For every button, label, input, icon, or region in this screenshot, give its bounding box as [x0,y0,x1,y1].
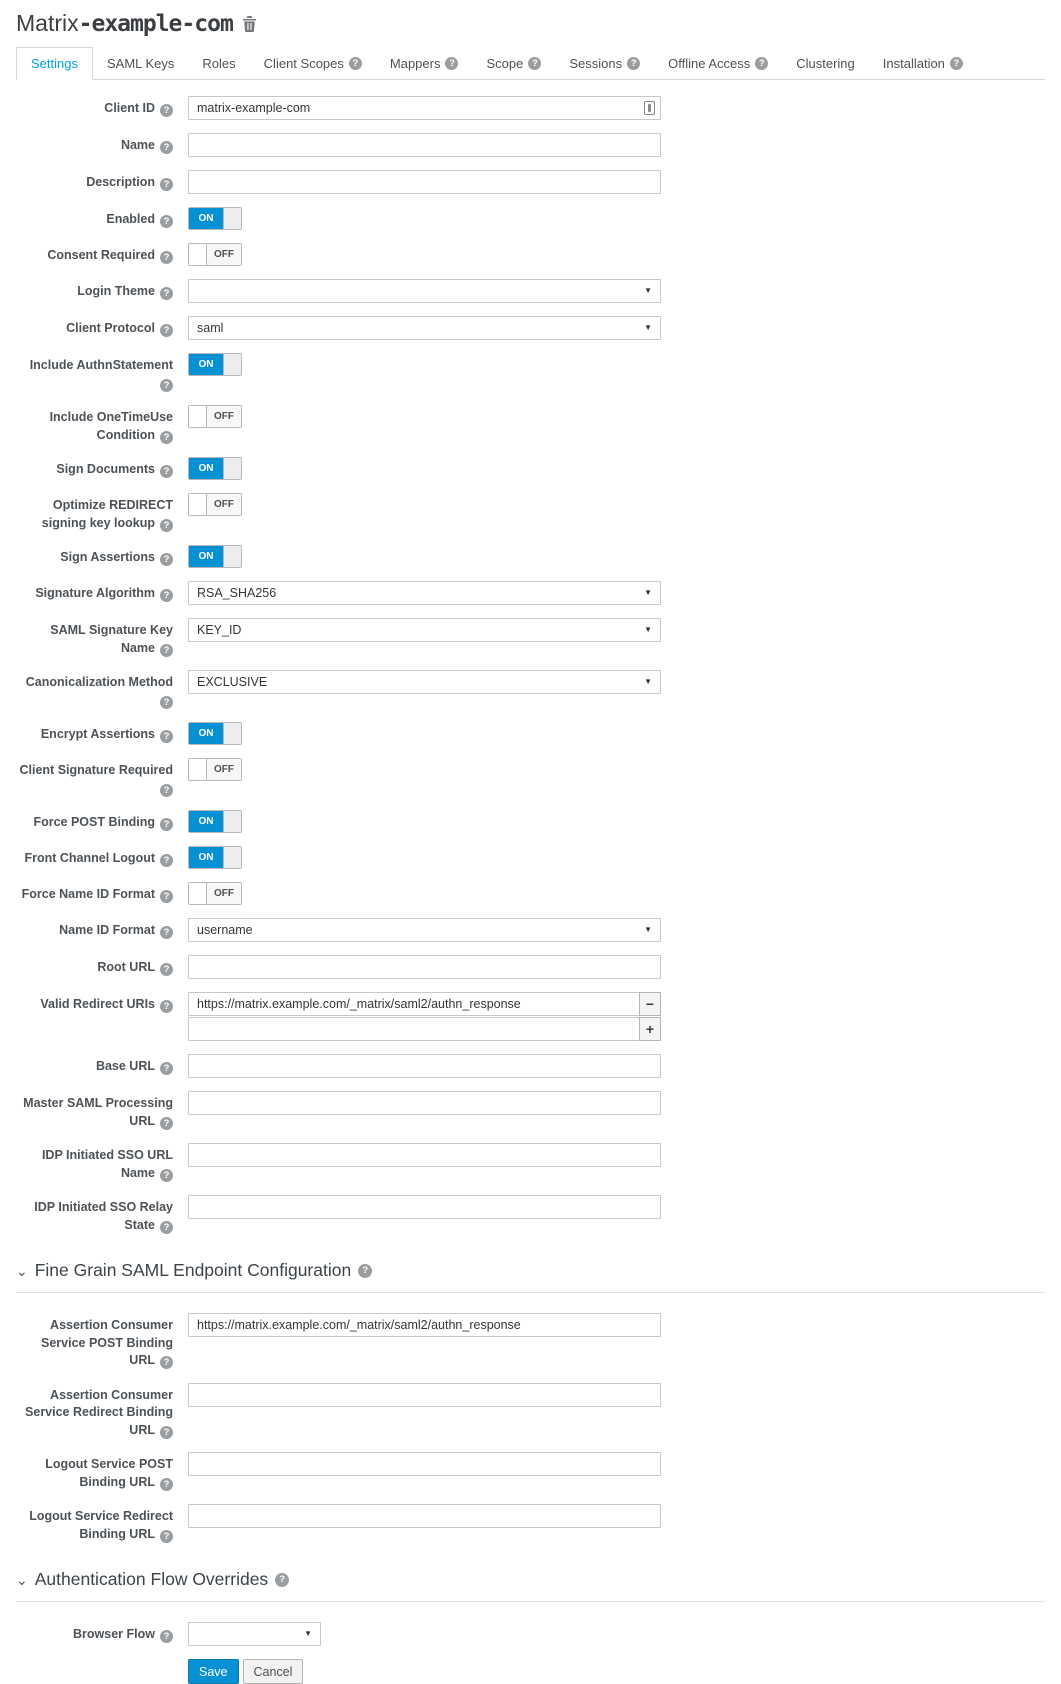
form-row-encrypt-assertions [16,722,1045,745]
force-name-id-format-label: Force Name ID Format ? [16,882,188,905]
master-saml-processing-url-label: Master SAML Processing URL ? [23,1096,173,1129]
client-title-prefix: Matrix [16,10,79,36]
help-icon: ? [160,1000,173,1013]
help-icon: ? [755,57,768,70]
form-row-root-url [16,955,1045,979]
help-icon: ? [358,1264,372,1278]
idp-sso-relay-state-label: IDP Initiated SSO Relay State ? [34,1200,173,1233]
autofill-icon [644,101,655,115]
tab-saml-keys[interactable]: SAML Keys [106,56,175,71]
optimize-redirect-label: Optimize REDIRECT signing key lookup ? [41,498,173,531]
form-row-client-signature-required [16,758,1045,797]
redirect-uri-row [188,1017,661,1041]
save-button[interactable]: Save [188,1659,239,1684]
form-row-master-saml-processing-url [16,1091,1045,1130]
form-row-login-theme [16,279,1045,303]
toggle-knob [223,723,241,744]
description-input[interactable] [188,170,661,194]
canonicalization-method-select[interactable]: EXCLUSIVE ▼ [188,670,661,694]
tab-settings[interactable]: Settings [16,47,93,80]
help-icon: ? [160,1062,173,1075]
help-icon: ? [160,730,173,743]
base-url-input[interactable] [188,1054,661,1078]
acs-post-binding-url-input[interactable] [188,1313,661,1337]
tab-offline-access[interactable]: Offline Access ? [654,48,782,79]
canonicalization-method-label: Canonicalization Method? [25,675,173,708]
name-id-format-select[interactable]: username ▼ [188,918,661,942]
help-icon: ? [160,251,173,264]
form-row-canonicalization-method [16,670,1045,709]
form-row-saml-signature-key-name [16,618,1045,657]
section-title: Authentication Flow Overrides [34,1569,269,1589]
help-icon: ? [160,1478,173,1491]
front-channel-logout-toggle[interactable]: ON [188,846,242,869]
client-protocol-label: Client Protocol ? [16,316,188,340]
acs-post-binding-url-label: Assertion Consumer Service POST Binding URL ? [41,1318,173,1368]
form-row-force-post-binding [16,810,1045,833]
logout-post-binding-url-input[interactable] [188,1452,661,1476]
chevron-down-icon: ▼ [644,925,652,934]
valid-redirect-uris-label: Valid Redirect URIs ? [16,992,188,1041]
browser-flow-label: Browser Flow ? [16,1622,188,1646]
form-row-force-name-id-format [16,882,1045,905]
form-row-enabled [16,207,1045,230]
help-icon: ? [160,696,173,709]
help-icon: ? [160,854,173,867]
help-icon: ? [160,178,173,191]
help-icon: ? [160,1426,173,1439]
form-row-optimize-redirect [16,493,1045,532]
include-onetimeuse-toggle[interactable]: OFF [188,405,242,428]
chevron-down-icon: ▼ [644,625,652,634]
help-icon: ? [160,431,173,444]
logout-redirect-binding-url-input[interactable] [188,1504,661,1528]
enabled-toggle[interactable]: ON [188,207,242,230]
help-icon: ? [528,57,541,70]
tab-scope[interactable]: Scope ? [472,48,555,79]
form-row-idp-sso-url-name [16,1143,1045,1182]
help-icon: ? [160,644,173,657]
help-icon: ? [160,287,173,300]
toggle-knob [223,354,241,375]
name-label: Name ? [16,133,188,157]
section-divider [16,1292,1045,1293]
help-icon: ? [275,1573,289,1587]
sign-assertions-toggle[interactable]: ON [188,545,242,568]
client-id-input[interactable] [188,96,661,120]
chevron-down-icon: ▼ [644,286,652,295]
client-settings-form [16,96,1045,1684]
force-name-id-format-toggle[interactable]: OFF [188,882,242,905]
enabled-label: Enabled ? [16,207,188,230]
signature-algorithm-select[interactable]: RSA_SHA256 ▼ [188,581,661,605]
sign-assertions-label: Sign Assertions ? [16,545,188,568]
signature-algorithm-label: Signature Algorithm ? [16,581,188,605]
include-onetimeuse-label: Include OneTimeUse Condition ? [49,410,173,443]
help-icon: ? [160,215,173,228]
tab-installation[interactable]: Installation ? [869,48,977,79]
form-row-logout-redirect-binding-url [16,1504,1045,1543]
chevron-down-icon: ⌄ [16,1262,28,1279]
root-url-input[interactable] [188,955,661,979]
chevron-down-icon: ▼ [644,677,652,686]
saml-signature-key-name-label: SAML Signature Key Name ? [50,623,173,656]
help-icon: ? [160,1356,173,1369]
form-row-base-url [16,1054,1045,1078]
form-row-idp-sso-relay-state [16,1195,1045,1234]
include-authnstatement-toggle[interactable]: ON [188,353,242,376]
force-post-binding-toggle[interactable]: ON [188,810,242,833]
help-icon: ? [160,553,173,566]
front-channel-logout-label: Front Channel Logout ? [16,846,188,869]
help-icon: ? [160,890,173,903]
toggle-knob [189,883,207,904]
idp-sso-url-name-input[interactable] [188,1143,661,1167]
help-icon: ? [627,57,640,70]
name-input[interactable] [188,133,661,157]
description-label: Description ? [16,170,188,194]
help-icon: ? [160,784,173,797]
cancel-button[interactable]: Cancel [243,1659,304,1684]
toggle-knob [223,847,241,868]
login-theme-select[interactable] [188,279,661,303]
form-row-logout-post-binding-url [16,1452,1045,1491]
form-row-signature-algorithm [16,581,1045,605]
form-row-browser-flow [16,1622,1045,1646]
encrypt-assertions-toggle[interactable]: ON [188,722,242,745]
help-icon: ? [160,1630,173,1643]
force-post-binding-label: Force POST Binding ? [16,810,188,833]
base-url-label: Base URL ? [16,1054,188,1078]
new-redirect-uri-input[interactable] [188,1017,640,1041]
form-row-front-channel-logout [16,846,1045,869]
section-divider [16,1601,1045,1602]
add-redirect-uri-button[interactable]: + [639,1017,661,1041]
section-auth-flow-overrides[interactable] [16,1569,1045,1590]
saml-signature-key-name-select[interactable]: KEY_ID ▼ [188,618,661,642]
help-icon: ? [445,57,458,70]
browser-flow-select[interactable] [188,1622,321,1646]
form-row-sign-documents [16,457,1045,480]
section-title: Fine Grain SAML Endpoint Configuration [34,1260,352,1280]
form-row-include-authnstatement [16,353,1045,392]
form-row-name [16,133,1045,157]
encrypt-assertions-label: Encrypt Assertions ? [16,722,188,745]
chevron-down-icon: ⌄ [16,1571,28,1588]
sign-documents-label: Sign Documents ? [16,457,188,480]
client-title-id: -example-com [78,10,233,37]
help-icon: ? [950,57,963,70]
help-icon: ? [160,1221,173,1234]
delete-client-trash-icon[interactable] [242,15,257,32]
help-icon: ? [160,963,173,976]
tab-sessions[interactable]: Sessions ? [555,48,654,79]
help-icon: ? [160,1117,173,1130]
help-icon: ? [349,57,362,70]
tab-client-scopes[interactable]: Client Scopes ? [250,48,376,79]
help-icon: ? [160,324,173,337]
master-saml-processing-url-input[interactable] [188,1091,661,1115]
form-row-acs-post-binding-url [16,1313,1045,1370]
idp-sso-url-name-label: IDP Initiated SSO URL Name ? [41,1148,173,1181]
root-url-label: Root URL ? [16,955,188,979]
form-row-client-id [16,96,1045,120]
toggle-knob [223,458,241,479]
tab-roles[interactable]: Roles [202,56,236,71]
form-row-consent-required [16,243,1045,266]
idp-sso-relay-state-input[interactable] [188,1195,661,1219]
include-authnstatement-label: Include AuthnStatement? [29,358,173,391]
help-icon: ? [160,1530,173,1543]
sign-documents-toggle[interactable]: ON [188,457,242,480]
form-row-acs-redirect-binding-url [16,1383,1045,1440]
toggle-knob [189,494,207,515]
chevron-down-icon: ▼ [644,323,652,332]
help-icon: ? [160,589,173,602]
form-row-valid-redirect-uris [16,992,1045,1041]
login-theme-label: Login Theme ? [16,279,188,303]
toggle-knob [223,811,241,832]
help-icon: ? [160,1169,173,1182]
client-signature-required-label: Client Signature Required? [19,763,173,796]
remove-redirect-uri-button[interactable]: − [639,992,661,1016]
tab-mappers[interactable]: Mappers ? [376,48,473,79]
acs-redirect-binding-url-input[interactable] [188,1383,661,1407]
logout-redirect-binding-url-label: Logout Service Redirect Binding URL ? [29,1509,173,1542]
section-fine-grain-saml[interactable] [16,1260,1045,1281]
help-icon: ? [160,818,173,831]
form-row-description [16,170,1045,194]
help-icon: ? [160,141,173,154]
redirect-uri-row [188,992,661,1016]
redirect-uri-input[interactable] [188,992,640,1016]
consent-required-toggle[interactable]: OFF [188,243,242,266]
form-row-name-id-format [16,918,1045,942]
acs-redirect-binding-url-label: Assertion Consumer Service Redirect Binding URL ? [25,1387,173,1438]
logout-post-binding-url-label: Logout Service POST Binding URL ? [45,1457,173,1490]
form-row-client-protocol [16,316,1045,340]
client-id-label: Client ID ? [16,96,188,120]
toggle-knob [223,546,241,567]
toggle-knob [189,244,207,265]
form-actions [188,1659,1045,1684]
toggle-knob [189,759,207,780]
help-icon: ? [160,104,173,117]
help-icon: ? [160,926,173,939]
form-row-sign-assertions [16,545,1045,568]
name-id-format-label: Name ID Format ? [16,918,188,942]
tab-clustering[interactable]: Clustering [796,56,855,71]
help-icon: ? [160,465,173,478]
form-row-include-onetimeuse [16,405,1045,444]
page-title [16,10,1045,37]
chevron-down-icon: ▼ [304,1629,312,1638]
toggle-knob [189,406,207,427]
toggle-knob [223,208,241,229]
help-icon: ? [160,379,173,392]
client-tabs [16,47,1045,80]
help-icon: ? [160,519,173,532]
client-protocol-select[interactable]: saml ▼ [188,316,661,340]
client-signature-required-toggle[interactable]: OFF [188,758,242,781]
chevron-down-icon: ▼ [644,588,652,597]
optimize-redirect-toggle[interactable]: OFF [188,493,242,516]
consent-required-label: Consent Required ? [16,243,188,266]
